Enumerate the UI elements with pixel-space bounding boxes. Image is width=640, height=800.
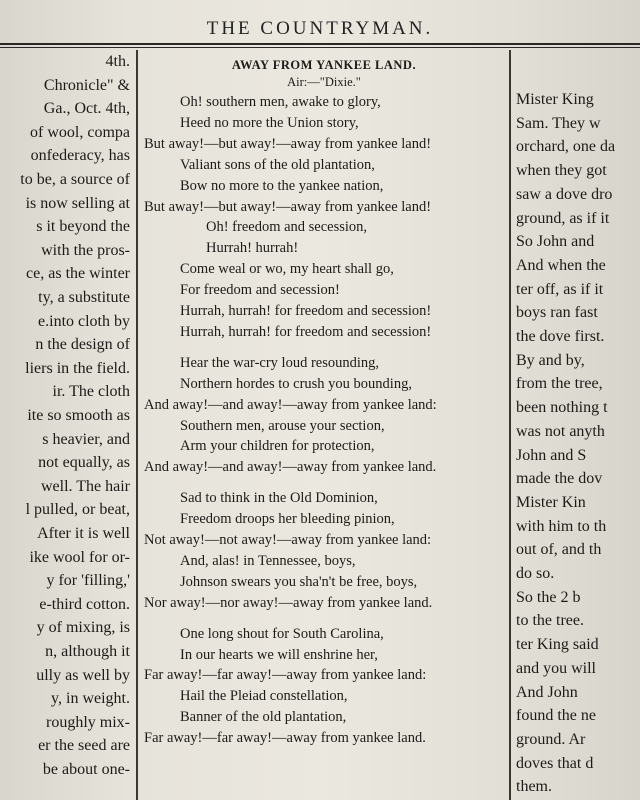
article-line: found the ne (516, 707, 596, 725)
poem-line: Valiant sons of the old plantation, (180, 156, 375, 173)
article-line: ground. Ar (516, 730, 586, 748)
article-line: er the seed are (38, 737, 130, 755)
article-line: doves that d (516, 754, 594, 772)
article-line: John and S (516, 446, 587, 464)
article-line: from the tree, (516, 375, 603, 393)
poem-line: Come weal or wo, my heart shall go, (180, 261, 394, 278)
article-line: 4th. (105, 53, 130, 70)
article-line: boys ran fast (516, 304, 598, 322)
article-line: onfederacy, has (30, 147, 130, 165)
article-line: e-third cotton. (39, 595, 130, 613)
poem-line: Oh! freedom and secession, (206, 219, 368, 236)
poem-line: Hurrah! hurrah! (206, 240, 299, 257)
article-line: the dove first. (516, 328, 605, 345)
article-line: to be, a source of (20, 171, 130, 188)
article-line: do so. (516, 565, 555, 582)
article-line: ir. The cloth (52, 383, 130, 401)
poem-line: Hear the war-cry loud resounding, (180, 354, 380, 371)
article-line: ite so smooth as (27, 407, 130, 424)
poem-line: For freedom and secession! (180, 282, 340, 299)
article-line: Ga., Oct. 4th, (43, 100, 130, 118)
article-line: not equally, as (38, 454, 130, 472)
poem-line: Banner of the old plantation, (180, 709, 347, 726)
article-line: ground, as if it (516, 209, 610, 227)
poem-line: Arm your children for protection, (180, 438, 375, 455)
poem-air: Air:—"Dixie." (287, 75, 361, 89)
article-line: Mister Kin (516, 493, 586, 511)
column-rule-left (136, 50, 138, 800)
poem-line: And, alas! in Tennessee, boys, (180, 552, 356, 569)
article-line: orchard, one da (516, 138, 616, 156)
poem-line: Oh! southern men, awake to glory, (180, 94, 381, 110)
article-line: s it beyond the (36, 218, 130, 236)
poem-line: Hurrah, hurrah! for freedom and secession! (180, 303, 432, 319)
article-line: And John (516, 683, 578, 701)
poem-line: But away!—but away!—away from yankee land! (144, 198, 432, 215)
poem-line: Heed no more the Union story, (180, 114, 359, 131)
article-line: with the pros- (41, 241, 130, 259)
article-line: liers in the field. (25, 359, 130, 377)
article-line: n, although it (45, 643, 130, 660)
column-rule-right (509, 50, 511, 800)
article-line: y, in weight. (51, 690, 130, 708)
article-line: And when the (516, 256, 606, 274)
article-line: ully as well by (36, 666, 130, 684)
poem-column (140, 50, 508, 800)
article-line: Sam. They w (516, 114, 601, 132)
left-article-column (0, 50, 134, 800)
article-line: After it is well (37, 525, 130, 542)
poem-line: Bow no more to the yankee nation, (180, 177, 384, 194)
article-line: By and by, (516, 351, 585, 369)
article-line: So John and (516, 233, 595, 251)
poem-line: Hail the Pleiad constellation, (180, 688, 348, 705)
article-line: been nothing t (516, 399, 608, 417)
poem-title: AWAY FROM YANKEE LAND. (231, 58, 417, 72)
article-line: with him to th (516, 517, 607, 535)
poem-line: Far away!—far away!—away from yankee land: (144, 667, 427, 684)
article-line: of wool, compa (30, 123, 130, 141)
article-line: s heavier, and (42, 430, 130, 448)
poem-line: But away!—but away!—away from yankee land! (144, 135, 432, 152)
article-line: ike wool for or- (29, 548, 130, 566)
poem-line: Hurrah, hurrah! for freedom and secession! (180, 323, 432, 340)
masthead-rule-thin (0, 47, 640, 48)
article-line: e.into cloth by (38, 312, 130, 330)
article-line: when they got (516, 162, 607, 180)
poem-line: Southern men, arouse your section, (180, 417, 385, 434)
article-line: ter off, as if it (516, 280, 604, 298)
right-article-column (512, 50, 640, 800)
article-line: Mister King (516, 91, 594, 108)
poem-line: And away!—and away!—away from yankee land. (144, 459, 437, 476)
poem-line: Freedom droops her bleeding pinion, (180, 511, 395, 528)
poem-line: And away!—and away!—away from yankee land: (144, 396, 437, 413)
poem-line: Nor away!—nor away!—away from yankee land. (144, 594, 433, 611)
article-line: was not anyth (516, 422, 605, 440)
article-line: y of mixing, is (36, 619, 130, 637)
poem-line: One long shout for South Carolina, (180, 625, 384, 642)
poem-line: Northern hordes to crush you bounding, (180, 375, 412, 392)
article-line: So the 2 b (516, 588, 581, 606)
poem-line: Sad to think in the Old Dominion, (180, 490, 378, 507)
article-line: saw a dove dro (516, 185, 613, 203)
article-line: well. The hair (40, 477, 130, 495)
article-line: y for 'filling,' (46, 572, 130, 590)
poem-line: Far away!—far away!—away from yankee land. (144, 730, 426, 747)
poem-line: Not away!—not away!—away from yankee land: (144, 532, 432, 548)
article-line: ce, as the winter (26, 265, 130, 283)
masthead: THE COUNTRYMAN. (206, 18, 434, 39)
poem-line: In our hearts we will enshrine her, (180, 646, 378, 663)
article-line: n the design of (35, 336, 130, 354)
article-line: be about one- (42, 761, 130, 778)
masthead-rule (0, 43, 640, 45)
article-line: and you will (516, 659, 596, 677)
article-line: made the dov (516, 470, 603, 488)
article-line: ter King said (516, 636, 599, 654)
poem-line: Johnson swears you sha'n't be free, boys, (180, 573, 418, 590)
article-line: ty, a substitute (38, 289, 130, 306)
article-line: Chronicle" & (43, 76, 130, 94)
article-line: to the tree. (516, 612, 584, 630)
article-line: them. (516, 778, 552, 796)
article-line: roughly mix- (46, 713, 130, 731)
article-line: l pulled, or beat, (25, 501, 130, 519)
article-line: out of, and th (516, 541, 602, 559)
article-line: is now selling at (25, 194, 130, 212)
